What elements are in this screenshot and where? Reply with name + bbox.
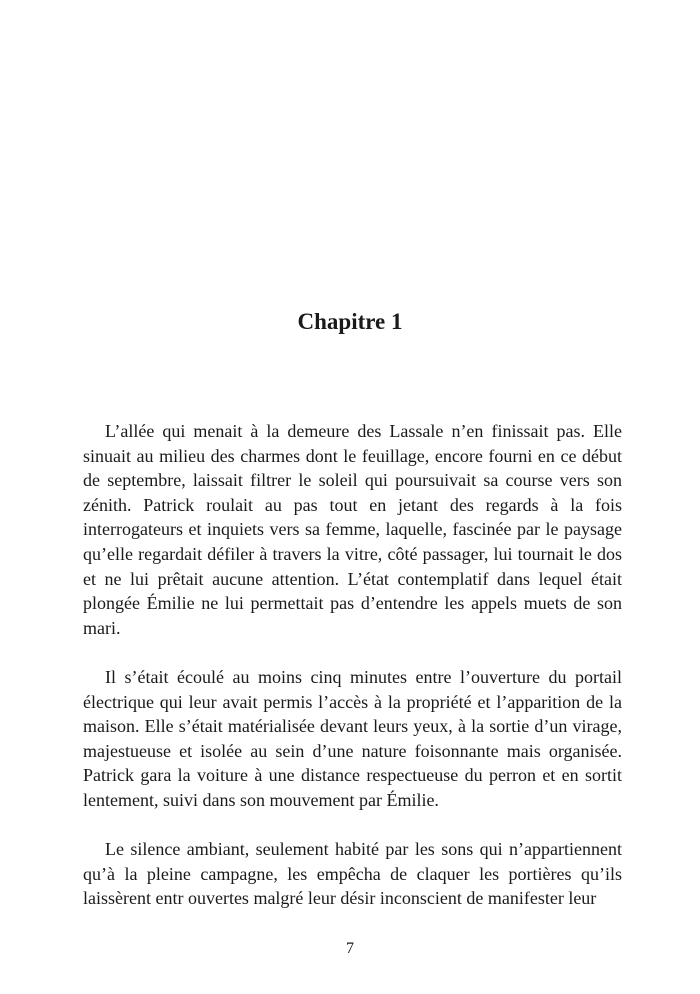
page-number: 7 bbox=[346, 940, 354, 957]
paragraph: Le silence ambiant, seulement habité par les sons qui n’appartiennent qu’à la pleine campagne, les empêcha de claquer les portières qu’ils laissèrent entr ouvertes malgré leur désir inconscient de manifester leur bbox=[83, 839, 622, 909]
paragraph: Il s’était écoulé au moins cinq minutes entre l’ouverture du portail électrique qui leur avait permis l’accès à la propriété et l’apparition de la maison. Elle s’était matérialisée devant leurs yeux, à la sortie d’un virage, majestueuse et isolée au sein d’une nature foisonnante mais organisée. Patrick gara la voiture à une distance respectueuse du perron et en sortit lentement, suivi dans son mouvement par Émilie. bbox=[83, 666, 622, 810]
body-text bbox=[83, 419, 622, 911]
chapter-title: Chapitre 1 bbox=[297, 309, 403, 334]
paragraph: L’allée qui menait à la demeure des Lassale n’en finissait pas. Elle sinuait au milieu des charmes dont le feuillage, encore fourni en ce début de septembre, laissait filtrer le soleil qui poursuivait sa course vers son zénith. Patrick roulait au pas tout en jetant des regards à la fois interrogateurs et inquiets vers sa femme, laquelle, fascinée par le paysage qu’elle regardait défiler à travers la vitre, côté passager, lui tournait le dos et ne lui prêtait aucune attention. L’état contemplatif dans lequel était plongée Émilie ne lui permettait pas d’entendre les appels muets de son mari. bbox=[83, 421, 622, 638]
